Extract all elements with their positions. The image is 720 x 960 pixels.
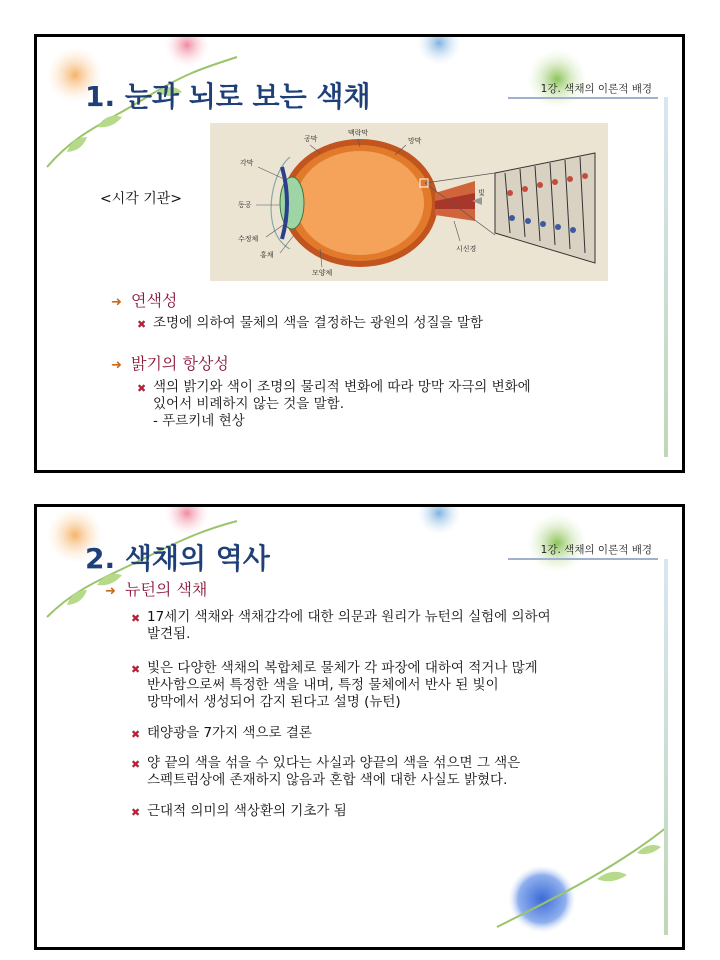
chapter-underline [508,558,658,560]
chapter-label: 1강. 색채의 이론적 배경 [540,544,652,556]
slide-title: 2. 색채의 역사 [85,542,270,575]
x-bullet-icon: ✖ [131,663,141,676]
label-light: 빛 [478,189,485,197]
label-cornea: 각막 [240,159,254,167]
list-item: ✖ 조명에 의하여 물체의 색을 결정하는 광원의 성질을 말함 [137,315,483,331]
label-optic-nerve: 시신경 [456,245,477,253]
x-bullet-icon: ✖ [131,612,141,625]
x-bullet-icon: ✖ [131,728,141,741]
x-bullet-icon: ✖ [131,806,141,819]
side-decoration-bar [664,97,668,457]
eye-diagram [210,123,608,281]
side-decoration-bar [664,559,668,935]
organ-label: <시각 기관> [100,191,183,207]
label-retina: 망막 [408,137,422,145]
section-heading-newton: ➜ 뉴턴의 색채 [105,580,208,599]
slide-title: 1. 눈과 뇌로 보는 색채 [85,80,371,113]
label-iris: 홍채 [260,251,274,259]
arrow-bullet-icon: ➜ [111,358,122,373]
label-lens: 수정체 [238,235,259,243]
x-bullet-icon: ✖ [137,382,147,395]
list-item: ✖ 양 끝의 색을 섞을 수 있다는 사실과 양끝의 색을 섞으면 그 색은 스펙트럼상에 존재하지 않음과 혼합 색에 대한 사실도 밝혔다. [131,755,521,788]
x-bullet-icon: ✖ [131,758,141,771]
slide-2 [34,504,685,950]
section-heading-color-rendering: ➜ 연색성 [111,291,178,310]
chapter-underline [508,97,658,99]
arrow-bullet-icon: ➜ [111,295,122,310]
list-item: ✖ 태양광을 7가지 색으로 결론 [131,725,312,741]
label-ciliary: 모양체 [312,269,333,277]
label-pupil: 동공 [238,201,252,209]
x-bullet-icon: ✖ [137,318,147,331]
slide-1 [34,34,685,473]
list-item: ✖ 근대적 의미의 색상환의 기초가 됨 [131,803,347,819]
label-sclera: 공막 [304,135,318,143]
list-item: ✖ 빛은 다양한 색채의 복합체로 물체가 각 파장에 대하여 적거나 많게 반사함으로써 특정한 색을 내며, 특정 물체에서 반사 된 빛이 망막에서 생성되어 감지 된다고 설명 (뉴턴) [131,660,538,710]
label-choroid: 맥락막 [348,129,369,137]
list-item: ✖ 색의 밝기와 색이 조명의 물리적 변화에 따라 망막 자극의 변화에 있어서 비례하지 않는 것을 말함. - 푸르키네 현상 [137,379,531,429]
section-heading-brightness-constancy: ➜ 밝기의 항상성 [111,354,229,373]
chapter-label: 1강. 색채의 이론적 배경 [540,83,652,95]
list-item: ✖ 17세기 색채와 색채감각에 대한 의문과 원리가 뉴턴의 실험에 의하여 발견됨. [131,609,551,642]
arrow-bullet-icon: ➜ [105,584,116,599]
